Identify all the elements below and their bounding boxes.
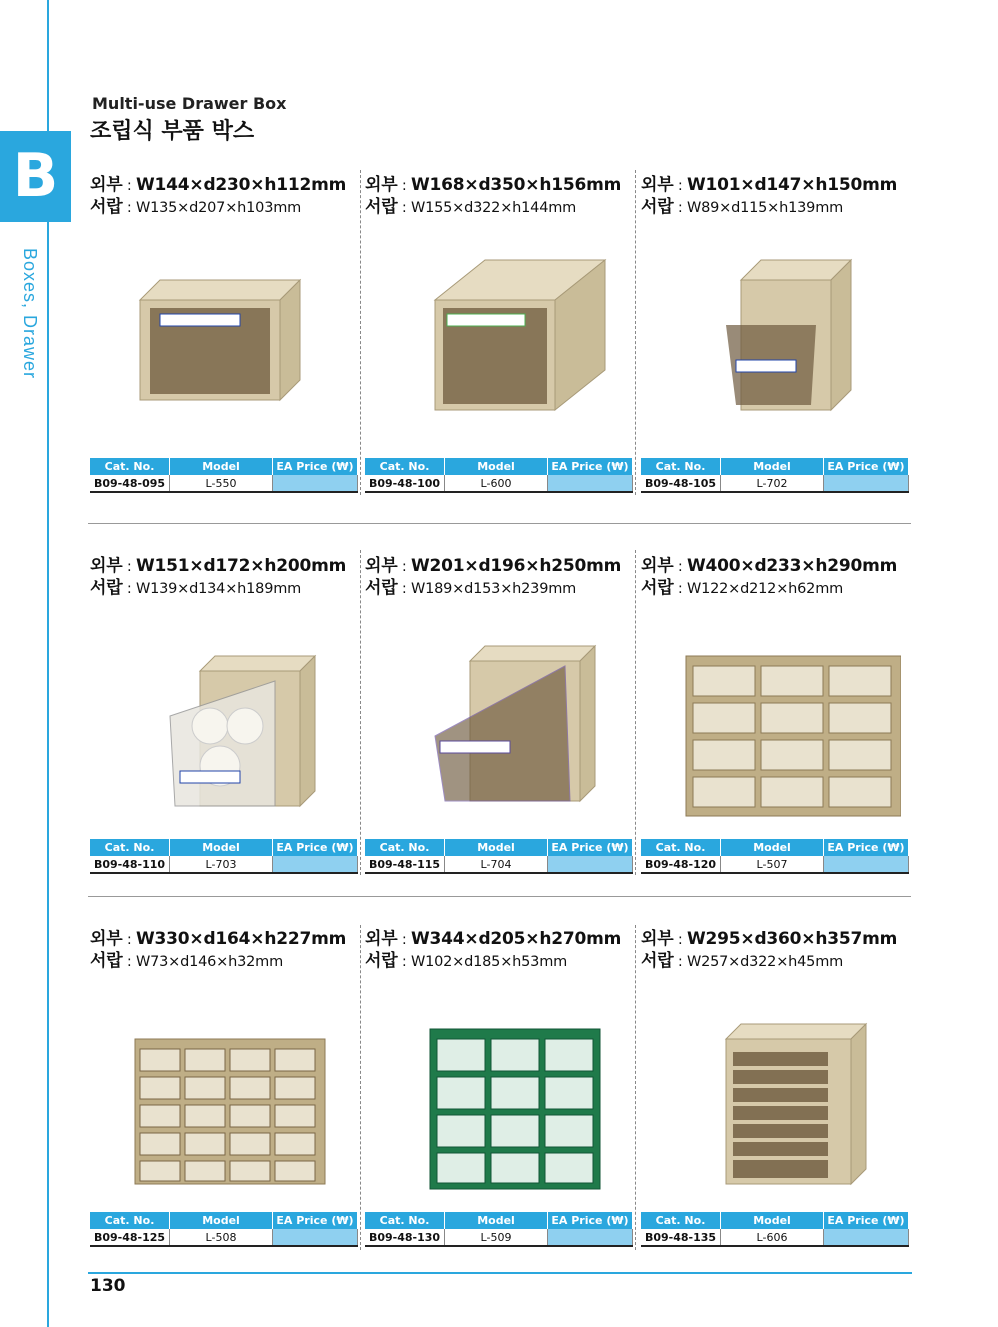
- cat-no: B09-48-135: [641, 1229, 721, 1246]
- col-divider: [635, 550, 636, 875]
- model: L-508: [170, 1229, 273, 1246]
- drawer-dimensions: 서랍 : W155×d322×h144mm: [365, 197, 577, 217]
- row-divider-1: [88, 523, 911, 524]
- cat-no: B09-48-100: [365, 475, 445, 492]
- product-image: [100, 994, 350, 1194]
- price: [823, 856, 908, 873]
- outer-dimensions: 외부 : W101×d147×h150mm: [641, 175, 898, 195]
- outer-dimensions: 외부 : W400×d233×h290mm: [641, 556, 898, 576]
- product-card: [641, 551, 911, 891]
- price: [823, 1229, 908, 1246]
- cat-no: B09-48-115: [365, 856, 445, 873]
- product-image: [651, 240, 901, 440]
- product-image: [651, 621, 901, 821]
- footer-rule: [88, 1272, 912, 1274]
- outer-dimensions: 외부 : W168×d350×h156mm: [365, 175, 622, 195]
- product-card: [90, 170, 360, 510]
- price: [272, 856, 357, 873]
- cat-no: B09-48-110: [90, 856, 170, 873]
- drawer-dimensions: 서랍 : W189×d153×h239mm: [365, 578, 577, 598]
- col-divider: [360, 170, 361, 495]
- product-image: [100, 240, 350, 440]
- product-card: [365, 924, 635, 1264]
- cat-no: B09-48-120: [641, 856, 721, 873]
- model: L-600: [445, 475, 548, 492]
- product-image: [100, 621, 350, 821]
- price: [547, 856, 632, 873]
- outer-dimensions: 외부 : W144×d230×h112mm: [90, 175, 347, 195]
- cat-no: B09-48-095: [90, 475, 170, 492]
- price: [547, 475, 632, 492]
- page-number: 130: [90, 1276, 126, 1296]
- drawer-dimensions: 서랍 : W89×d115×h139mm: [641, 197, 844, 217]
- drawer-dimensions: 서랍 : W135×d207×h103mm: [90, 197, 302, 217]
- col-divider: [360, 925, 361, 1250]
- product-card: [90, 924, 360, 1264]
- product-image: [651, 994, 901, 1194]
- cat-no: B09-48-125: [90, 1229, 170, 1246]
- price: [547, 1229, 632, 1246]
- outer-dimensions: 외부 : W344×d205×h270mm: [365, 929, 622, 949]
- product-table: Cat. No. Model EA Price (₩) B09-48-100 L-600: [365, 458, 633, 493]
- col-divider: [635, 170, 636, 495]
- section-tab: B: [0, 131, 71, 222]
- section-side-label: Boxes, Drawer: [20, 248, 40, 380]
- outer-dimensions: 외부 : W330×d164×h227mm: [90, 929, 347, 949]
- cat-no: B09-48-105: [641, 475, 721, 492]
- model: L-606: [721, 1229, 824, 1246]
- product-image: [375, 621, 625, 821]
- drawer-dimensions: 서랍 : W139×d134×h189mm: [90, 578, 302, 598]
- price: [823, 475, 908, 492]
- drawer-dimensions: 서랍 : W122×d212×h62mm: [641, 578, 844, 598]
- outer-dimensions: 외부 : W151×d172×h200mm: [90, 556, 347, 576]
- model: L-550: [170, 475, 273, 492]
- drawer-dimensions: 서랍 : W73×d146×h32mm: [90, 951, 284, 971]
- model: L-704: [445, 856, 548, 873]
- product-card: [641, 924, 911, 1264]
- product-table: Cat. No. Model EA Price (₩) B09-48-115 L-704: [365, 839, 633, 874]
- outer-dimensions: 외부 : W295×d360×h357mm: [641, 929, 898, 949]
- model: L-703: [170, 856, 273, 873]
- product-table: Cat. No. Model EA Price (₩) B09-48-125 L-508: [90, 1212, 358, 1247]
- product-image: [375, 994, 625, 1194]
- product-card: [365, 551, 635, 891]
- price: [272, 1229, 357, 1246]
- product-card: [641, 170, 911, 510]
- drawer-dimensions: 서랍 : W102×d185×h53mm: [365, 951, 568, 971]
- product-table: Cat. No. Model EA Price (₩) B09-48-130 L-509: [365, 1212, 633, 1247]
- row-divider-2: [88, 896, 911, 897]
- cat-no: B09-48-130: [365, 1229, 445, 1246]
- product-image: [375, 240, 625, 440]
- heading-korean: 조립식 부품 박스: [90, 119, 255, 144]
- heading-english: Multi-use Drawer Box: [92, 94, 287, 113]
- outer-dimensions: 외부 : W201×d196×h250mm: [365, 556, 622, 576]
- price: [272, 475, 357, 492]
- product-table: Cat. No. Model EA Price (₩) B09-48-095 L-550: [90, 458, 358, 493]
- model: L-702: [721, 475, 824, 492]
- product-table: Cat. No. Model EA Price (₩) B09-48-105 L-702: [641, 458, 909, 493]
- model: L-507: [721, 856, 824, 873]
- col-divider: [360, 550, 361, 875]
- product-table: Cat. No. Model EA Price (₩) B09-48-135 L-606: [641, 1212, 909, 1247]
- product-card: [365, 170, 635, 510]
- model: L-509: [445, 1229, 548, 1246]
- product-card: [90, 551, 360, 891]
- product-table: Cat. No. Model EA Price (₩) B09-48-110 L-703: [90, 839, 358, 874]
- drawer-dimensions: 서랍 : W257×d322×h45mm: [641, 951, 844, 971]
- col-divider: [635, 925, 636, 1250]
- product-table: Cat. No. Model EA Price (₩) B09-48-120 L-507: [641, 839, 909, 874]
